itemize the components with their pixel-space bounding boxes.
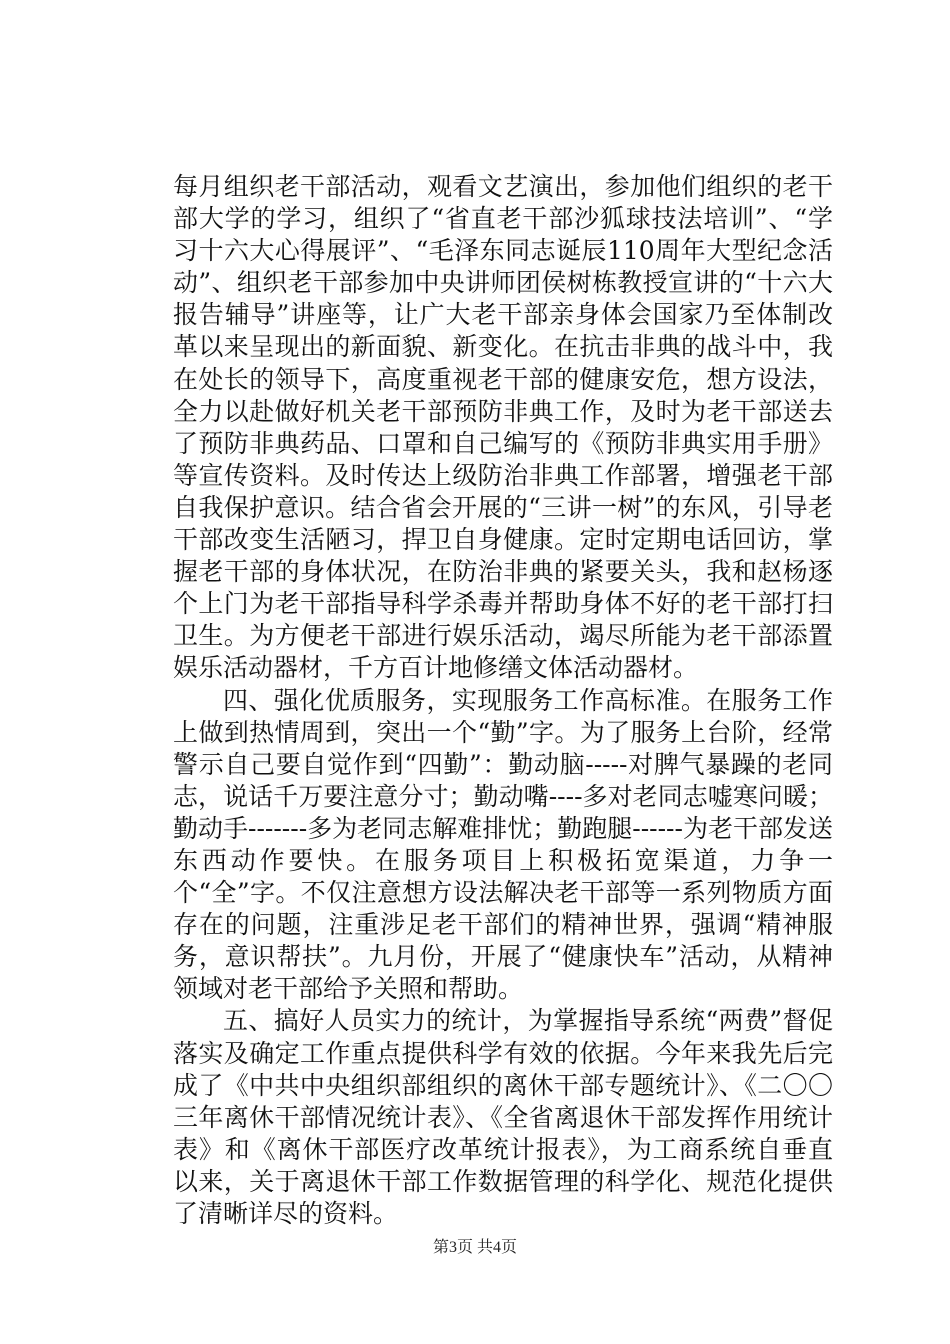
page-number-footer: 第3页 共4页	[432, 1239, 517, 1256]
paragraph-statistics: 五、搞好人员实力的统计，为掌握指导系统“两费”督促落实及确定工作重点提供科学有效的依据。今年来我先后完成了《中共中央组织部组织的离休干部专题统计》、《二〇〇三年离休干部情况统计表》、《全省离退休干部发挥作用统计表》和《离休干部医疗改革统计报表》，为工商系统自垂直以来，关于离退休干部工作数据管理的科学化、规范化提供了清晰详尽的资料。	[173, 1006, 833, 1228]
paragraph-service-quality: 四、强化优质服务，实现服务工作高标准。在服务工作上做到热情周到，突出一个“勤”字。为了服务上台阶，经常警示自己要自觉作到“四勤”：勤动脑-----对脾气暴躁的老同志，说话千万要注意分寸；勤动嘴----多对老同志嘘寒问暖；勤动手-------多为老同志解难排忧；勤跑腿------为老干部发送东西动作要快。在服务项目上积极拓宽渠道，力争一个“全”字。不仅注意想方设法解决老干部等一系列物质方面存在的问题，注重涉足老干部们的精神世界，强调“精神服务，意识帮扶”。九月份，开展了“健康快车”活动，从精神领域对老干部给予关照和帮助。	[173, 685, 833, 1004]
paragraph-continuation: 每月组织老干部活动，观看文艺演出，参加他们组织的老干部大学的学习，组织了“省直老干部沙狐球技法培训”、“学习十六大心得展评”、“毛泽东同志诞辰110周年大型纪念活动”、组织老干部参加中央讲师团侯树栋教授宣讲的“十六大报告辅导”讲座等，让广大老干部亲身体会国家乃至体制改革以来呈现出的新面貌、新变化。在抗击非典的战斗中，我在处长的领导下，高度重视老干部的健康安危，想方设法，全力以赴做好机关老干部预防非典工作，及时为老干部送去了预防非典药品、口罩和自己编写的《预防非典实用手册》等宣传资料。及时传达上级防治非典工作部署，增强老干部自我保护意识。结合省会开展的“三讲一树”的东风，引导老干部改变生活陋习，捍卫自身健康。定时定期电话回访，掌握老干部的身体状况，在防治非典的紧要关头，我和赵杨逐个上门为老干部指导科学杀毒并帮助身体不好的老干部打扫卫生。为方便老干部进行娱乐活动，竭尽所能为老干部添置娱乐活动器材，千方百计地修缮文体活动器材。	[173, 172, 833, 683]
body-text	[173, 171, 833, 1230]
